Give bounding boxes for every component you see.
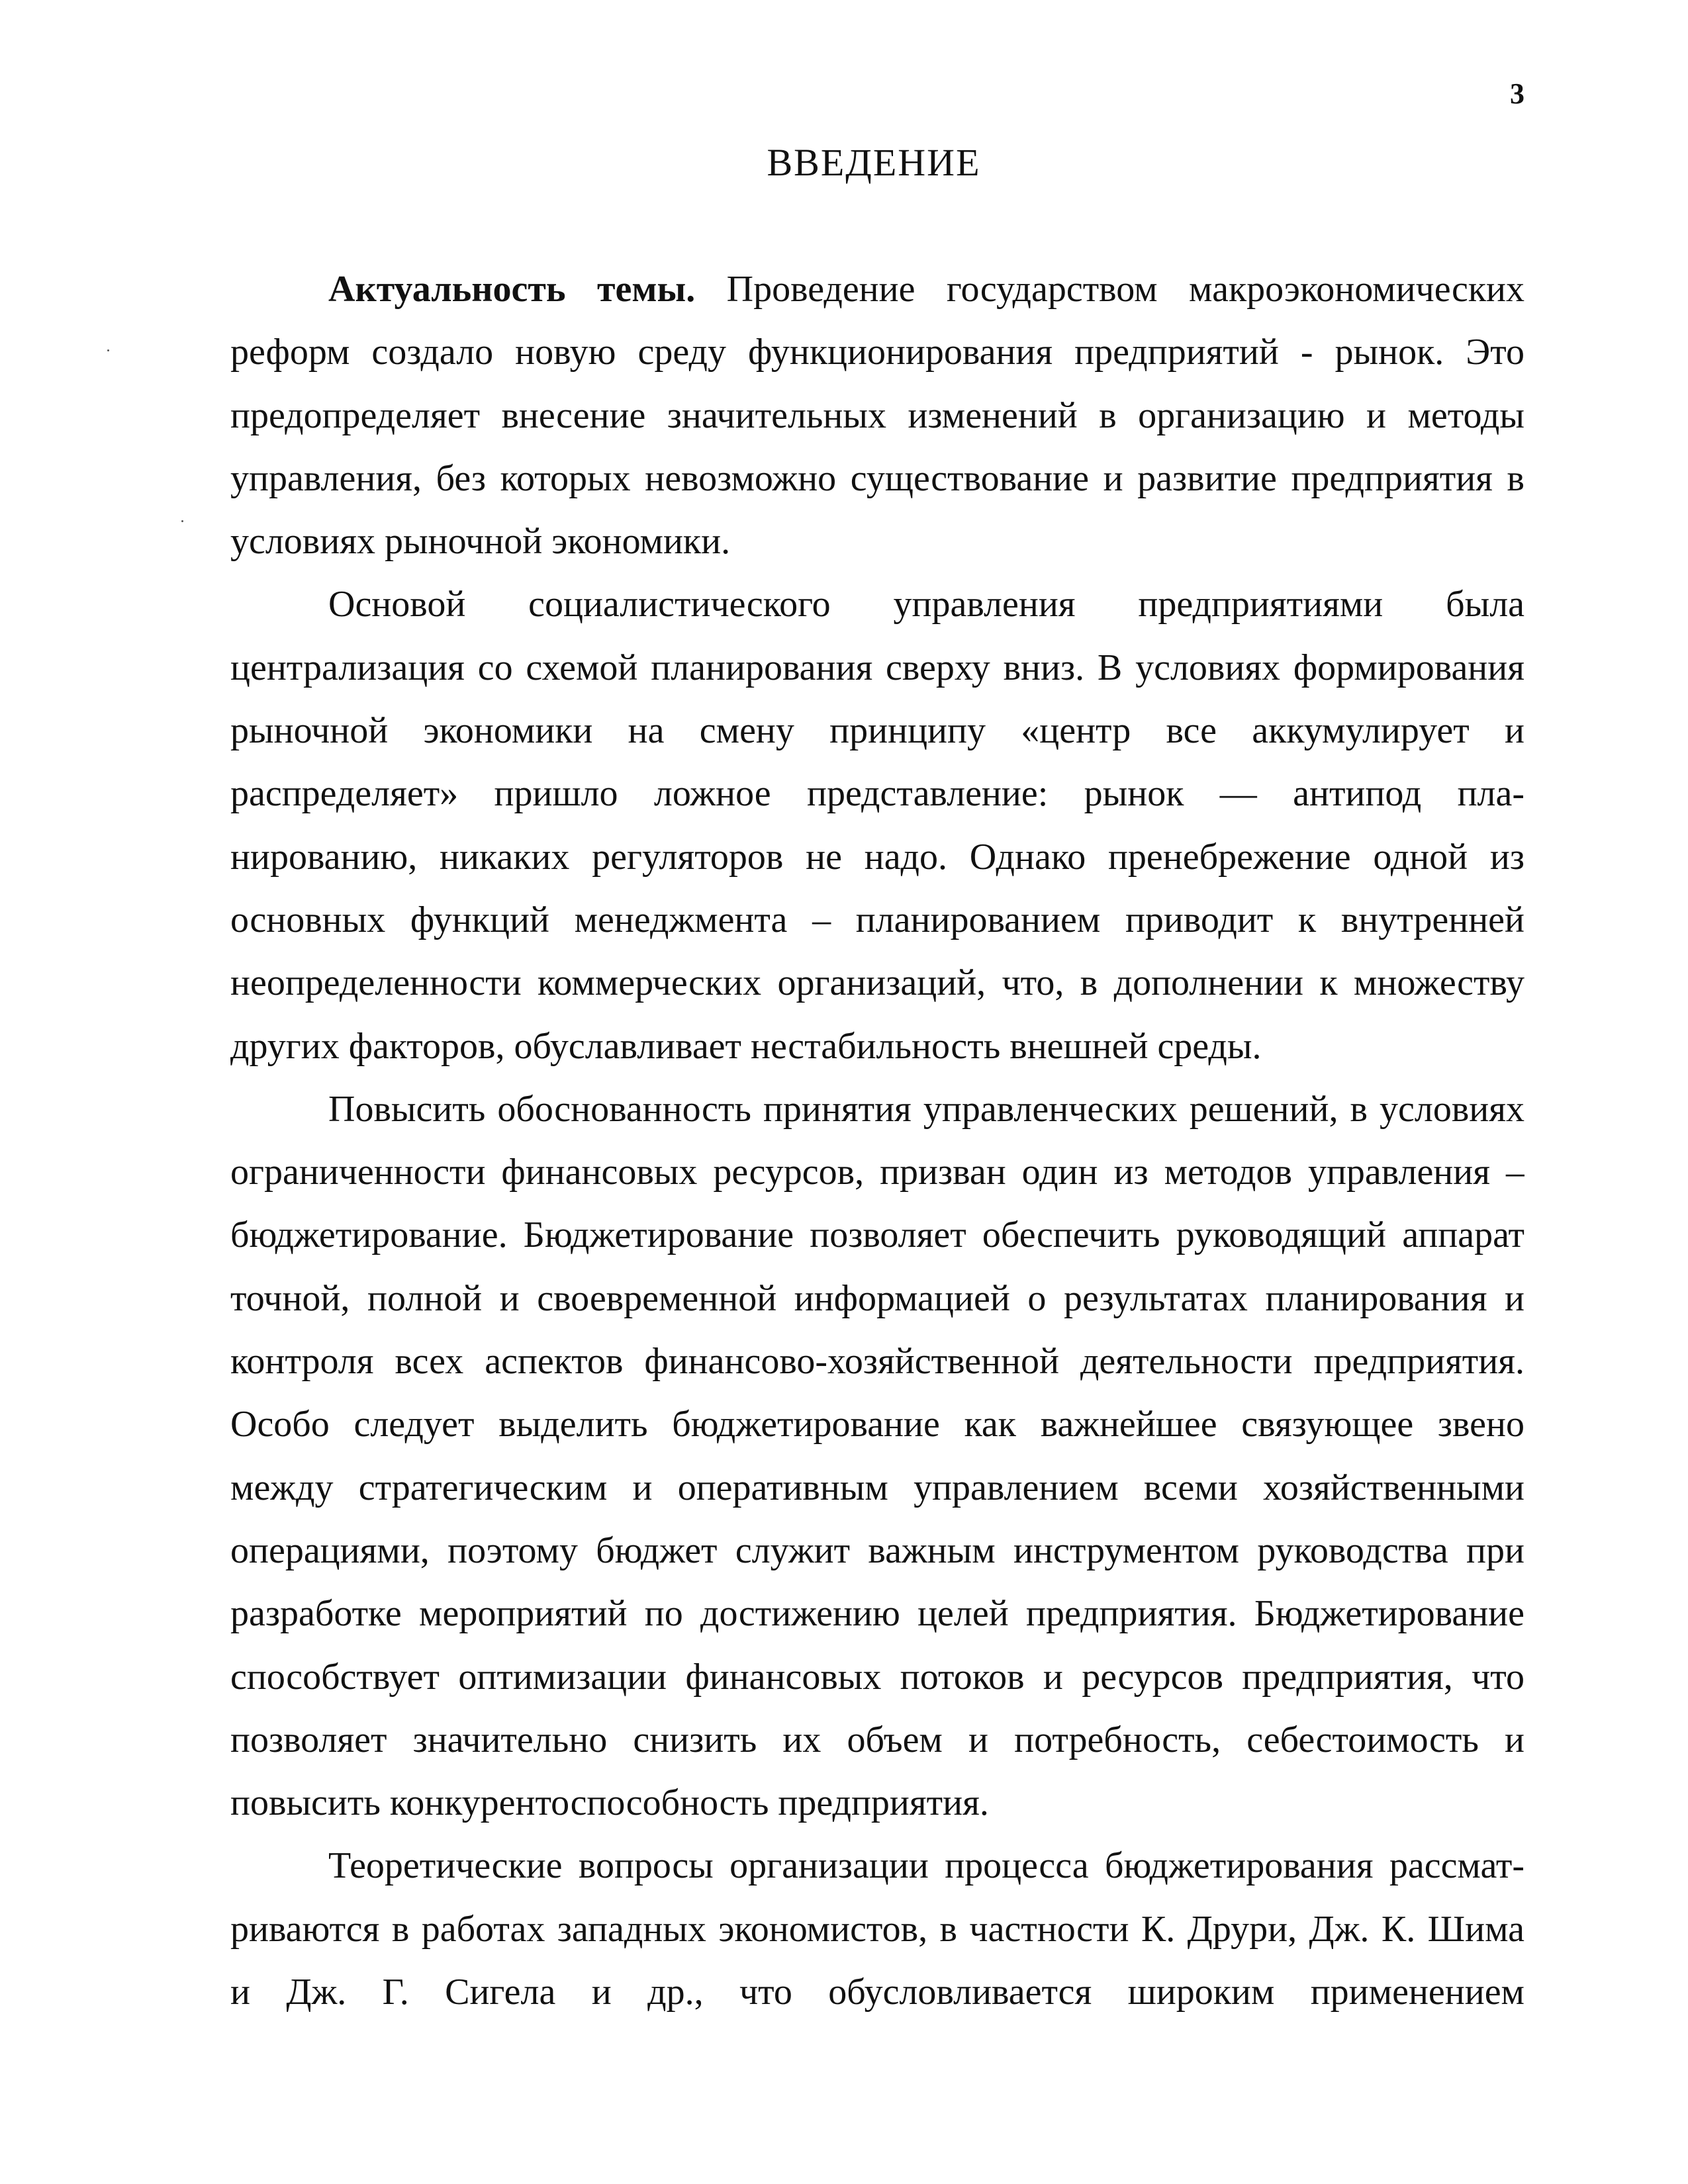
text-line: нированию, никаких регуляторов не надо. Однако пренебрежение одной из xyxy=(230,836,1524,878)
text-line xyxy=(230,258,1524,321)
text-line: операциями, поэтому бюджет служит важным инструментом руководства при xyxy=(230,1529,1524,1571)
scan-speck xyxy=(107,349,109,351)
text-line: между стратегическим и оперативным управлением всеми хозяйственными xyxy=(230,1467,1524,1508)
scan-speck xyxy=(181,520,183,522)
text-line: условиях рыночной экономики. xyxy=(230,521,731,563)
page-number: 3 xyxy=(1510,77,1524,110)
text-line: других факторов, обуславливает нестабильность внешней среды. xyxy=(230,1025,1262,1067)
text-line: позволяет значительно снизить их объем и потребность, себестоимость и xyxy=(230,1719,1524,1760)
text-line: бюджетирование. Бюджетирование позволяет обеспечить руководящий аппарат xyxy=(230,1214,1524,1256)
text-line: контроля всех аспектов финансово-хозяйственной деятельности предприятия. xyxy=(230,1341,1524,1383)
body-text xyxy=(230,258,1524,2024)
line-text: Проведение государством макроэкономических xyxy=(695,269,1524,310)
text-line: управления, без которых невозможно существование и развитие предприятия в xyxy=(230,457,1524,499)
text-line: предопределяет внесение значительных изменений в организацию и методы xyxy=(230,394,1524,436)
text-line: разработке мероприятий по достижению целей предприятия. Бюджетирование xyxy=(230,1593,1524,1635)
text-line: точной, полной и своевременной информацией о результатах планирования и xyxy=(230,1277,1524,1319)
lead-phrase: Актуальность темы. xyxy=(328,269,696,310)
text-line: рыночной экономики на смену принципу «центр все аккумулирует и xyxy=(230,710,1524,752)
text-line: основных функций менеджмента – планированием приводит к внутренней xyxy=(230,899,1524,940)
text-line: централизация со схемой планирования сверху вниз. В условиях формирования xyxy=(230,647,1524,688)
text-line: риваются в работах западных экономистов, в частности К. Друри, Дж. К. Шима xyxy=(230,1908,1524,1950)
text-line: Особо следует выделить бюджетирование как важнейшее связующее звено xyxy=(230,1404,1524,1445)
text-line: неопределенности коммерческих организаций, что, в дополнении к множеству xyxy=(230,962,1524,1004)
text-line: и Дж. Г. Сигела и др., что обусловливается широким применением xyxy=(230,1972,1524,2013)
text-line: способствует оптимизации финансовых потоков и ресурсов предприятия, что xyxy=(230,1656,1524,1698)
text-line: реформ создало новую среду функционирования предприятий - рынок. Это xyxy=(230,332,1524,373)
text-line: повысить конкурентоспособность предприятия. xyxy=(230,1782,989,1824)
text-line: Теоретические вопросы организации процесса бюджетирования рассмат- xyxy=(328,1845,1524,1887)
text-line: ограниченности финансовых ресурсов, призван один из методов управления – xyxy=(230,1152,1524,1193)
text-line: Повысить обоснованность принятия управленческих решений, в условиях xyxy=(328,1088,1524,1130)
text-line: Основой социалистического управления предприятиями была xyxy=(328,584,1524,625)
text-line: распределяет» пришло ложное представление: рынок — антипод пла- xyxy=(230,773,1524,815)
page-heading: ВВЕДЕНИЕ xyxy=(767,141,981,184)
